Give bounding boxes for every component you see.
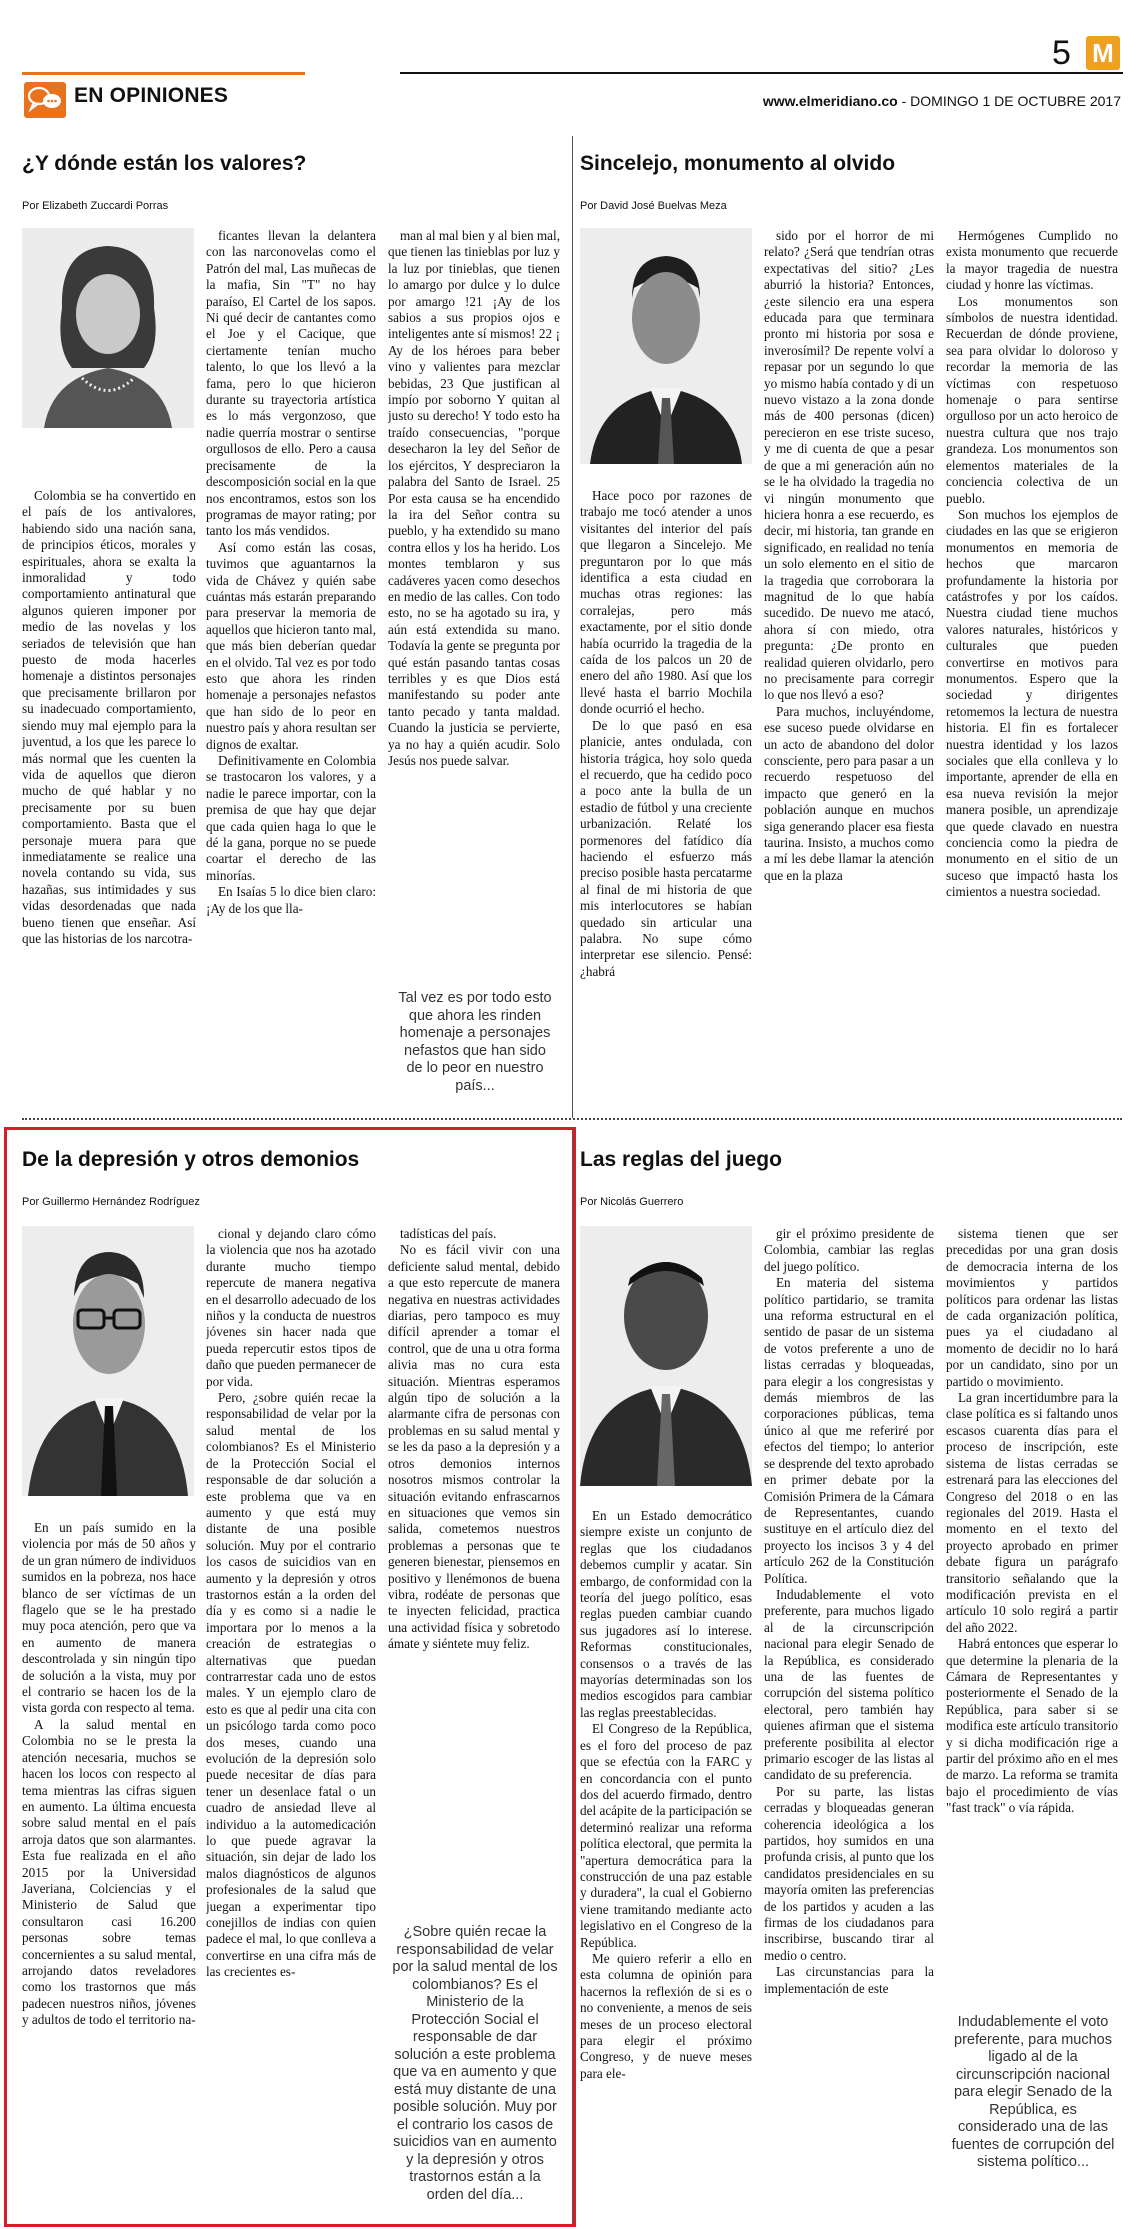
column-divider <box>572 136 573 1118</box>
article-column-1 <box>580 488 752 1108</box>
article-title: ¿Y dónde están los valores? <box>22 152 307 175</box>
article-column-2 <box>764 228 934 1108</box>
pull-quote: Tal vez es por todo esto que ahora les rinden homenaje a personajes nefastos que han sido de lo peor en nuestro país... <box>398 990 552 1094</box>
paragraph: Hermógenes Cumplido no exista monumento que recuerde la mayor tragedia de nuestra ciudad y honre las víctimas. <box>946 228 1118 293</box>
article-title: De la depresión y otros demonios <box>22 1148 360 1171</box>
article-depresion <box>22 1148 562 2224</box>
paragraph: De lo que pasó en esa planicie, antes ondulada, con historia trágica, hoy solo queda el recuerdo, que ha cedido poco a poco ante la bulla de un estadio de fútbol y una creciente urbanización. Relaté los pormenores del fatídico día haciendo el esfuerzo más preciso posible hasta percatarme al final de mi historia de que mis interlocutores se habían quedado sin articular una palabra. No supe cómo interpretar ese silencio. Pensé: ¿habrá <box>580 717 752 979</box>
header-rule <box>400 72 1123 74</box>
paragraph: Las circunstancias para la implementación de este <box>764 1964 934 1996</box>
paragraph: En un Estado democrático siempre existe un conjunto de reglas que los ciudadanos debemos cumplir y acatar. Sin embargo, de conformidad con la teoría del juego político, esas reglas pueden cambiar cuando sus jugadores así lo interese. Reformas constitucionales, consensos o a través de las mayorías determinadas son los medios escogidos para cambiar las reglas preestablecidas. <box>580 1508 752 1720</box>
author-photo <box>580 1226 752 1486</box>
publication-date: DOMINGO 1 DE OCTUBRE 2017 <box>910 93 1121 109</box>
dateline <box>763 93 1121 109</box>
paragraph: sistema tienen que ser precedidas por una gran dosis de democracia interna de los movimientos y partidos políticos para ordenar las listas de cada organización política, pues ya el ciudadano al momento de decidir no lo hará por un candidato, sino por un partido o movimiento. <box>946 1226 1118 1389</box>
brand-logo: M <box>1086 36 1120 70</box>
article-column-2 <box>764 1226 934 2220</box>
pull-quote: Indudablemente el voto preferente, para muchos ligado al de la circunscripción nacional para elegir Senado de la República, es considerado una de las fuentes de corrupción del sistema político... <box>951 2014 1115 2170</box>
article-byline: Por Nicolás Guerrero <box>580 1196 684 1208</box>
dateline-separator: - <box>897 93 911 109</box>
paragraph: man al mal bien y al bien mal, que tienen las tinieblas por luz y la luz por tinieblas, que tienen lo amargo por dulce y lo dulce por amargo !21 ¡Ay de los sabios a sus propios ojos e inteligentes ante sí mismos! 22 ¡ Ay de los héroes para beber vino y valientes para mezclar bebidas, 23 Que justifican al impío por soborno Y quitan al justo su derecho! Y todo esto ha traído consecuencias, "porque desecharon la ley del Señor de los ejércitos, Y despreciaron la palabra del Santo de Israel. 25 Por esta causa se ha encendido la ira del Señor contra su pueblo, y ha extendido su mano contra ellos y los ha herido. Los montes temblaron y sus cadáveres yacen como desechos en medio de las calles. Con todo esto, no se ha agotado su ira, y aún está extendida su mano. Todavía la gente se pregunta por qué están pasando tantas cosas terribles y es que Dios está manifestando su poder ante tanto pecado y tanta maldad. Cuando la justicia se pervierte, ya no hay a quién acudir. Solo Jesús nos puede salvar. <box>388 228 560 768</box>
page-number: 5 <box>1052 34 1071 72</box>
paragraph: Son muchos los ejemplos de ciudades en las que se erigieron monumentos en memoria de hechos que marcaron profundamente la historia por catástrofes y por los caídos. Nuestra ciudad tiene muchos valores naturales, históricos y culturales que pueden convertirse en motivos para monumentos. Espero que la sociedad y dirigentes retomemos la lectura de nuestra historia. El fin es fortalecer nuestra identidad y los lazos sociales que ella conlleva y lo importante, aprender de ella en esa nueva revisión la mejor manera posible, un aprendizaje que quede clavado en nuestra conciencia como la piedra de monumento en el sitio de un suceso que impactó hasta los cimientos a nuestra sociedad. <box>946 506 1118 900</box>
paragraph: Me quiero referir a ello en esta columna de opinión para hacernos la reflexión de si es o no conveniente, a menos de seis meses de un proceso electoral para elegir el próximo Congreso, y de nueve meses para ele- <box>580 1950 752 2081</box>
article-sincelejo <box>580 152 1124 1112</box>
author-photo <box>580 228 752 464</box>
section-accent-line <box>22 72 305 75</box>
paragraph: cional y dejando claro cómo la violencia que nos ha azotado durante mucho tiempo repercute de manera negativa en el desarrollo adecuado de los niños y la conducta de nuestros jóvenes sin hacer nada que pueda repercutir estos tipos de daño que pueden permanecer de por vida. <box>206 1226 376 1389</box>
pull-quote: ¿Sobre quién recae la responsabilidad de velar por la salud mental de los colombianos? Es el Ministerio de la Protección Social el responsable de dar solución a este problema que va en aumento y que está muy distante de una posible solución. Muy por el contrario los casos de suicidios van en aumento y la depresión y otros trastornos están a la orden del día... <box>392 1924 558 2203</box>
article-column-2 <box>206 1226 376 2220</box>
article-valores <box>22 152 562 1112</box>
paragraph: Indudablemente el voto preferente, para muchos ligado al de la circunscripción nacional para elegir Senado de la República, es considerado una de las fuentes de corrupción del sistema político electoral, pero también hay quienes afirman que el sistema preferente posibilita al elector primario escoger de las listas al candidato de su preferencia. <box>764 1586 934 1783</box>
paragraph: Colombia se ha convertido en el país de los antivalores, habiendo sido una nación sana, de principios éticos, morales y espirituales, ahora se exalta la inmoralidad y todo comportamiento antinatural que algunos quieren imponer por medio de las novelas y los seriados de televisión que han puesto de moda hacerles homenaje a distintos personajes que precisamente brillaron por su inadecuado comportamiento, siendo muy mal ejemplo para la juventud, a los que les parece lo más normal que les cuenten la vida de aquellos que dieron mucho de qué hablar y no precisamente por su buen comportamiento. Basta que el personaje muera para que inmediatamente se realice una novela contando su vida, sus hazañas, sus intimidades y sus vidas desordenadas que nada bueno tienen que enseñar. Así que las historias de los narcotra- <box>22 488 196 946</box>
article-byline: Por Elizabeth Zuccardi Porras <box>22 200 169 212</box>
article-byline: Por Guillermo Hernández Rodríguez <box>22 1196 200 1208</box>
paragraph: gir el próximo presidente de Colombia, cambiar las reglas del juego político. <box>764 1226 934 1274</box>
article-column-1 <box>22 1520 196 2220</box>
article-column-1 <box>22 488 196 1108</box>
paragraph: El Congreso de la República, es el foro del proceso de paz que se efectúa con la FARC y en concordancia con el punto dos del acuerdo firmado, dentro del acápite de la participación se determinó realizar una reforma política electoral, que permita la "apertura democrática para la construcción de una paz estable y duradera", la cual el Gobierno viene tramitando mediante acto legislativo en el Congreso de la República. <box>580 1721 752 1950</box>
paragraph: Así como están las cosas, tuvimos que aguantarnos la vida de Chávez y quién sabe cuántas más estarán preparando para preservar la memoria de aquellos que hicieron tanto mal, que más bien deberían quedar en el olvido. Tal vez es por todo esto que ahora les rinden homenaje a personajes nefastos que han sido de lo peor en nuestro país y ahora resultan ser dignos de exaltar. <box>206 539 376 752</box>
section-label: EN OPINIONES <box>74 84 229 107</box>
paragraph: tadísticas del país. <box>400 1226 497 1241</box>
paragraph: sido por el horror de mi relato? ¿Será que tendrían otras expectativas del sitio? ¿Les aburrió la historia? Entonces, ¿este silencio era una espera educada para que terminara pronto mi historia por sosa e inverosímil? De repente volví a repasar por un segundo lo que yo mismo había contado y di un nuevo vistazo a la zona donde más de 400 personas (dicen) perecieron en ese triste suceso, y me di cuenta de que a pesar de que a mi generación aún no se le ha olvidado la tragedia no vi ningún monumento que hiciera honra a ese recuerdo, es decir, mi historia, tan grande en significado, en realidad no tenía un solo elemento en el sitio de la tragedia que corroborara la magnitud de lo que había sucedido. De nuevo me atacó, ahora sí con miedo, otra pregunta: ¿De pronto en realidad quieren olvidarlo, pero no precisamente para corregir lo que nos llevó a eso? <box>764 228 934 703</box>
paragraph: Por su parte, las listas cerradas y bloqueadas generan coherencia ideológica a los partidos, hoy sumidos en una profunda crisis, al punto que los candidatos presidenciales en su mayoría omiten las preferencias de los partidos y acuden a las firmas de los ciudadanos para inscribirse, buscando tirar al medio o centro. <box>764 1783 934 1963</box>
paragraph: En Isaías 5 lo dice bien claro: ¡Ay de los que lla- <box>206 884 376 916</box>
section-divider <box>22 1118 1122 1120</box>
article-column-1 <box>580 1508 752 2220</box>
article-reglas <box>580 1148 1124 2224</box>
paragraph: No es fácil vivir con una deficiente salud mental, debido a que esto repercute de manera negativa en nuestras actividades diarias, pero tampoco es muy difícil aprender a tomar el control, que de una u otra forma alivia mas no cura esta situación. Mientras esperamos algún tipo de solución a la alarmante cifra de personas con problemas en su salud mental y se les da paso a la depresión y a otros demonios internos nosotros mismos controlar la situación evitando enfrascarnos en situaciones que vemos sin salida, cometemos nuestros problemas a personas que te generen bienestar, piensemos en positivo y llenémonos de buena vibra, rodéate de personas que te inyecten felicidad, practica una actividad física y sobretodo ámate y siéntete muy feliz. <box>388 1242 560 1652</box>
article-title: Sincelejo, monumento al olvido <box>580 152 896 175</box>
article-column-3 <box>388 1226 560 1866</box>
author-photo <box>22 228 194 428</box>
paragraph: Pero, ¿sobre quién recae la responsabilidad de velar por la salud mental de los colombianos? Es el Ministerio de la Protección Social el responsable de dar solución a este problema que va en aumento y que está muy distante de una posible solución. Muy por el contrario los casos de suicidios van en aumento y la depresión y otros trastornos están a la orden del día y es como si a nadie le importara por lo menos a la creación de estrategias o alternativas que puedan contrarrestar cada uno de estos males. Y un ejemplo claro de esto es que al pedir una cita con un psicólogo tarda como poco dos meses, cuando una evolución de la depresión solo puede necesitar de días para tener un desenlace fatal o un cuadro de ansiedad lleve al individuo a la automedicación lo que puede agravar la situación, sin dejar de lado los malos diagnósticos de algunos profesionales de la salud que juegan a experimentar tipo conejillos de indias con quien padece el mal, lo que conlleva a convertirse en una cifra más de las crecientes es- <box>206 1390 376 1980</box>
paragraph: Para muchos, incluyéndome, ese suceso puede olvidarse en un acto de abandono del dolor consciente, pero para pasar a un recuerdo respetuoso del impacto que generó en la población aunque en muchos siga generando placer esa fiesta taurina. Insisto, a muchos como a mí les debe llamar la atención que en la plaza <box>764 703 934 883</box>
paragraph: A la salud mental en Colombia no se le presta la atención necesaria, muchos se hacen los locos con respecto al tema mientras las cifras siguen en aumento. La última encuesta sobre salud mental en el país arroja datos que son alarmantes. Esta fue realizada en el año 2015 por la Universidad Javeriana, Colciencias y el Ministerio de Salud que consultaron casi 16.200 personas sobre temas concernientes a su salud mental, arrojando datos reveladores como los trastornos que más padecen nuestros niños, jóvenes y adultos de todo el territorio na- <box>22 1716 196 2028</box>
paragraph: Definitivamente en Colombia se trastocaron los valores, y a nadie le parece importar, con la premisa de que hay que dejar que cada quien haga lo que le dé la gana, porque no se puede coartar el derecho de las minorías. <box>206 753 376 883</box>
paragraph: Habrá entonces que esperar lo que determine la plenaria de la Cámara de Representantes y posteriormente el Senado de la República, para saber si se modifica este artículo transitorio y si dicha modificación rige a partir del próximo año en el mes de marzo. La reforma se tramita bajo el procedimiento de vías "fast track" o vía rápida. <box>946 1636 1118 1816</box>
paragraph: ficantes llevan la delantera con las narconovelas como el Patrón del mal, Las muñecas de la mafia, Sin "T" no hay paraíso, El Cartel de los sapos. Ni qué decir de cantantes como el Joe y el Cacique, que ciertamente tenían mucho talento, lo que los llevó a la fama, pero lo que hicieron durante su trayectoria artística es lo más vergonzoso, que nadie querría mostrar o sentirse orgullosos de ello. Pero a causa precisamente de la descomposición social en la que nos encontramos, estos son los programas de mayor rating; por tanto los más vendidos. <box>206 228 376 539</box>
article-column-3 <box>388 228 560 968</box>
author-photo <box>22 1226 194 1496</box>
paragraph: Hace poco por razones de trabajo me tocó atender a unos visitantes del interior del país que llegaron a Sincelejo. Me preguntaron por lo que más identifica a esta ciudad en muchas otras regiones: las corralejas, pero más exactamente, por el sitio donde había ocurrido la tragedia de la caída de los palcos un 20 de enero del año 1980. Así que los llevé hasta el barrio Mochila donde ocurrió el hecho. <box>580 488 752 717</box>
article-column-3 <box>946 228 1118 1108</box>
paragraph: La gran incertidumbre para la clase política es si faltando unos escasos cuarenta días para el proceso de inscripción, este sistema de listas cerradas se estrenará para las elecciones del Congreso del 2018 o en las regionales del 2019. Hasta el momento en el texto del proyecto aprobado en primer debate figura un parágrafo transitorio señalando que la modificación prevista en el artículo 10 solo regirá a partir del año 2022. <box>946 1390 1118 1635</box>
website: www.elmeridiano.co <box>762 93 898 109</box>
article-column-3 <box>946 1226 1118 2026</box>
paragraph: Los monumentos son símbolos de nuestra identidad. Recuerdan de dónde proviene, sea para olvidar lo doloroso y recordar la memoria de las víctimas con respetuoso homenaje o para sentirse orgulloso por un acto heroico de nuestra cultura que nos trajo grandeza. Los monumentos son elementos materiales de la conciencia colectiva de un pueblo. <box>946 293 1118 506</box>
article-byline: Por David José Buelvas Meza <box>580 200 727 212</box>
article-title: Las reglas del juego <box>580 1148 782 1171</box>
article-column-2 <box>206 228 376 1108</box>
paragraph: En materia del sistema político partidario, se tramita una reforma estructural en el sentido de pasar de un sistema de votos preferente a uno de listas cerradas y bloqueadas, para elegir a los congresistas y demás miembros de las corporaciones públicas, tema único al que me referiré por efectos del tiempo; lo anterior se desprende del texto aprobado en primer debate por la Comisión Primera de la Cámara de Representantes, cuando sustituye en el artículo diez del proyecto los incisos 3 y 4 del artículo 262 de la Constitución Política. <box>764 1275 934 1586</box>
paragraph: En un país sumido en la violencia por más de 50 años y de un gran número de individuos sumidos en la pobreza, nos hace blanco de ser víctimas de un flagelo que se le ha prestado muy poca atención, pero que va en aumento de manera descontrolada y sin ningún tipo de solución a la vista, muy por el contrario se hacen los de la vista gorda con respecto al tema. <box>22 1520 196 1716</box>
speech-bubbles-icon <box>24 82 66 118</box>
